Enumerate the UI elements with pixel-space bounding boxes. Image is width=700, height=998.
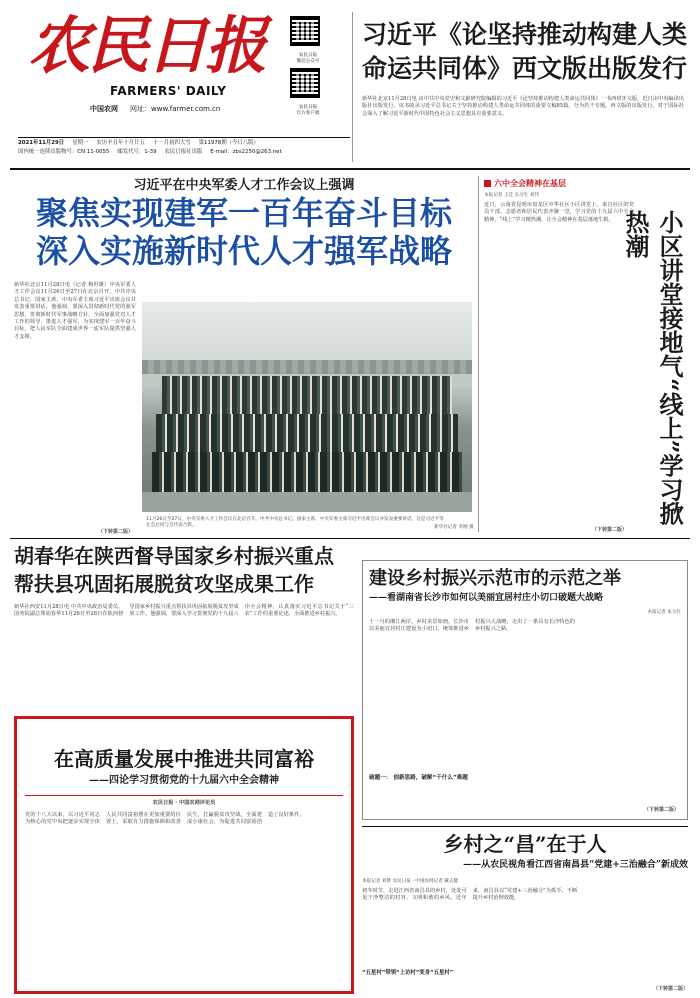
qr-label-wechat: 农民日报 微信公众号 <box>296 53 320 64</box>
jiangxi-subhead: ——从农民视角看江西省南昌县“党建+三治融合”新成效 <box>463 860 688 870</box>
top-story-headline-2: 命运共同体》西文版出版发行 <box>362 54 688 83</box>
jiangxi-tag: “五星村”带领“上访村”变身“五星村” <box>362 970 454 976</box>
lead-kicker: 习近平在中央军委人才工作会议上强调 <box>133 178 355 193</box>
model-byline: 本报记者 朱玉红 <box>647 610 681 615</box>
issue-post: 邮发代号：1-39 <box>117 149 157 155</box>
qr-code-icon <box>290 16 320 46</box>
lead-story <box>14 172 474 536</box>
jiangxi-rule <box>362 826 688 827</box>
story-hu <box>14 542 354 716</box>
photo-credit: 新华社记者 李刚 摄 <box>434 525 474 530</box>
masthead-website: 网址：www.farmer.com.cn <box>130 105 221 113</box>
issue-lunar: 农历辛丑年十月廿五 <box>96 140 145 146</box>
model-body: 十一月的湘江两岸，乡村美景如画。长沙市以美丽宜居村庄建设为小切口，统筹推进乡村振兴大战略，走出了一条具有长沙特色的乡村振兴之路。 <box>369 619 575 633</box>
model-continued: （下转第二版） <box>643 807 679 813</box>
top-story <box>362 18 688 164</box>
issue-solar-term: 十一月初四大雪 <box>152 140 191 146</box>
hu-headline-2: 帮扶县巩固拓展脱贫攻坚成果工作 <box>14 572 314 596</box>
lead-headline-1: 聚焦实现建军一百年奋斗目标 <box>35 194 452 232</box>
right-body: 近日，云南省昆明市盘龙区中华社区小区讲堂上，来自社区的党员干部、志愿者和居民代表齐聚一堂，学习党的十九届六中全会精神。“线上”学习掀热潮，让全会精神在基层落地生根。 <box>484 202 634 223</box>
right-byline: 本报记者 王佳 实习生 刘伟 <box>484 193 539 198</box>
masthead-divider <box>352 12 353 162</box>
lead-continued: （下转第二版） <box>98 529 134 535</box>
qr-label-app: 农民日报 官方客户端 <box>296 105 320 116</box>
issue-weekday: 星期一 <box>72 140 89 146</box>
masthead-title: 农民日报 <box>28 9 265 82</box>
top-story-headline-1: 习近平《论坚持推动构建人类 <box>362 20 688 49</box>
dateline <box>18 139 350 157</box>
model-headline: 建设乡村振兴示范市的示范之举 <box>369 568 621 589</box>
vertical-title: 小区讲堂接地气“线上”学习掀热潮 <box>621 210 684 526</box>
masthead-publisher: 中国农网 <box>90 105 118 113</box>
model-tag-label: 破题一： <box>369 775 392 781</box>
story-model <box>362 560 688 820</box>
right-column <box>484 172 690 536</box>
story-jiangxi <box>362 830 688 994</box>
dateline-rule-top <box>18 137 350 138</box>
commentary-byline: 农民日报 · 中国农网评论员 <box>152 800 216 806</box>
hu-headline-1: 胡春华在陕西督导国家乡村振兴重点 <box>14 544 334 568</box>
masthead-english: FARMERS' DAILY <box>110 84 227 98</box>
model-tag <box>369 773 681 781</box>
issue-email: E-mail：zbs2250@263.net <box>210 149 282 155</box>
photo-caption: 11月26日至27日，中央军委人才工作会议在北京召开。中共中央总书记、国家主席、中央军委主席习近平出席会议并发表重要讲话。这是习近平等在会后同与会代表合影。 <box>146 517 444 528</box>
section-rule <box>10 538 690 539</box>
model-subhead: ——看湖南省长沙市如何以美丽宜居村庄小切口破题大战略 <box>369 593 604 603</box>
red-square-icon <box>484 180 491 187</box>
group-photo <box>142 302 472 512</box>
issue-number: 第11978期（今日八版） <box>198 140 259 146</box>
qr-code-icon <box>290 68 320 98</box>
issue-cn: 国内统一连续出版物号：CN 11-0055 <box>18 149 110 155</box>
section-banner <box>484 176 604 190</box>
jiangxi-body: 初冬时节，走进江西省南昌县的乡村，处处可见干净整洁的村容、文明和谐的乡风。近年来，南昌县以“党建+三治融合”为抓手，不断提升乡村治理效能。 <box>362 888 578 902</box>
jiangxi-byline: 本报记者 刘赞 农民日报 · 中国农网记者 戴志健 <box>362 879 459 884</box>
top-story-body: 新华社北京11月28日电 由中共中央党史和文献研究院编辑的习近平《论坚持推动构建人类命运共同体》一书西班牙文版，近日由中央编译出版社出版发行。该书收录习近平总书记关于坚持推动构建人类命运共同体的重要文稿85篇，分为若干专题。西文版的出版发行，对于国际社会深入了解习近平新时代中国特色社会主义思想具有重要意义。 <box>362 96 684 117</box>
model-tag-text: 创新思路，破解“千什么”难题 <box>393 775 468 781</box>
commentary-headline: 在高质量发展中推进共同富裕 <box>54 747 314 771</box>
commentary-rule <box>25 795 343 796</box>
commentary-subhead: ——四论学习贯彻党的十九届六中全会精神 <box>89 775 279 786</box>
issue-date: 2021年11月29日 <box>18 140 65 146</box>
right-continued: （下转第二版） <box>592 527 628 533</box>
commentary-body: 党的十八大以来，以习近平同志为核心的党中央把逐步实现全体人民共同富裕摆在更加重要的位置上，采取有力措施保障和改善民生，打赢脱贫攻坚战，全面建成小康社会，为促进共同富裕创造了良好条件。 <box>25 812 305 826</box>
commentary-box <box>14 716 354 994</box>
section-banner-label: 六中全会精神在基层 <box>494 178 566 188</box>
lead-body: 新华社北京11月28日电（记者 梅世雄）中央军委人才工作会议11月26日至27日在北京召开。中共中央总书记、国家主席、中央军委主席习近平出席会议并发表重要讲话。他强调，要深入贯彻新时代党的强军思想，贯彻新时代军事战略方针，全面加强党对人才工作的领导，推进人才强军，为实现建军一百年奋斗目标、把人民军队全面建成世界一流军队提供坚强人才支撑。 <box>14 282 136 340</box>
jiangxi-headline: 乡村之“昌”在于人 <box>443 832 607 856</box>
column-divider <box>478 176 479 532</box>
hu-body: 新华社西安11月28日电 中共中央政治局委员、国务院副总理胡春华11月26日至28日在陕西督导国家乡村振兴重点帮扶县巩固拓展脱贫攻坚成果工作。他强调，要深入学习贯彻党的十九届六中全会精神，认真落实习近平总书记关于“三农”工作的重要论述，全面推进乡村振兴。 <box>14 604 354 618</box>
issue-publisher: 农民日报社出版 <box>164 149 203 155</box>
lead-headline-2: 深入实施新时代人才强军战略 <box>35 232 452 270</box>
masthead <box>18 8 338 140</box>
jiangxi-continued: （下转第二版） <box>652 986 688 992</box>
masthead-rule <box>10 168 690 170</box>
